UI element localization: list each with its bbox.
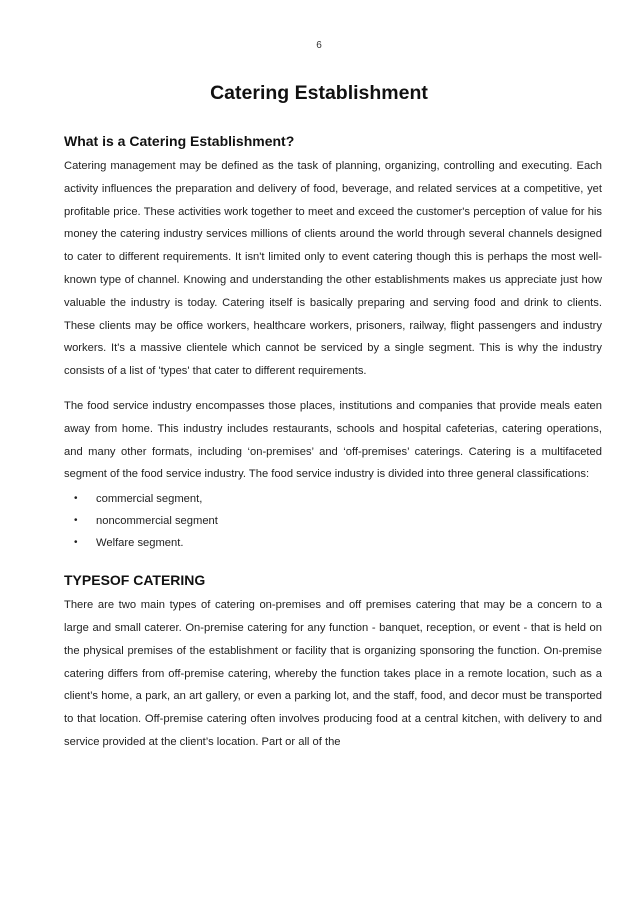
- paragraph-catering-management: Catering management may be defined as the task of planning, organizing, controlling and executing. Each activity influences the preparation and delivery of food, beverage, and related services at a competitive, yet profitable price. These activities work together to meet and exceed the customer's perception of value for his money the catering industry services millions of clients around the world through several channels designed to cater to different requirements. It isn't limited only to event catering though this is perhaps the most well-known type of channel. Knowing and understanding the other establishments makes us appreciate just how valuable the industry is today. Catering itself is basically preparing and serving food and drink to clients. These clients may be office workers, healthcare workers, prisoners, railway, flight passengers and industry workers. It's a massive clientele which cannot be serviced by a single segment. This is why the industry consists of a list of 'types' that cater to different requirements.: [64, 160, 602, 378]
- section-heading-types: TYPESOF CATERING: [64, 572, 206, 589]
- page-title: Catering Establishment: [210, 82, 428, 104]
- list-item: [74, 510, 602, 532]
- list-item-label: noncommercial segment: [96, 515, 218, 528]
- list-item-label: Welfare segment.: [96, 537, 184, 550]
- list-item-label: commercial segment,: [96, 493, 203, 506]
- bullet-icon: •: [74, 515, 78, 527]
- section-heading-what-is: What is a Catering Establishment?: [64, 133, 295, 149]
- bullet-icon: •: [74, 537, 78, 549]
- list-item: [74, 532, 602, 554]
- bullet-icon: •: [74, 493, 78, 505]
- page-number: 6: [316, 40, 322, 51]
- paragraph-food-service-industry: The food service industry encompasses those places, institutions and companies that provide meals eaten away from home. This industry includes restaurants, schools and hospital cafeterias, catering operations, and many other formats, including ‘on-premises’ and ‘off-premises’ caterings. Catering is a multifaceted segment of the food service industry. The food service industry is divided into three general classifications:: [64, 399, 602, 481]
- list-item: [74, 488, 602, 510]
- page-content: [64, 133, 602, 754]
- classification-list: [64, 488, 602, 554]
- paragraph-types-of-catering: There are two main types of catering on-premises and off premises catering that may be a concern to a large and small caterer. On-premise catering for any function - banquet, reception, or event - that is held on the physical premises of the establishment or facility that is organizing sponsoring the function. On-premise catering differs from off-premise catering, whereby the function takes place in a remote location, such as a client’s home, a park, an art gallery, or even a parking lot, and the staff, food, and decor must be transported to that location. Off-premise catering often involves producing food at a central kitchen, with delivery to and service provided at the client’s location. Part or all of the: [64, 599, 602, 748]
